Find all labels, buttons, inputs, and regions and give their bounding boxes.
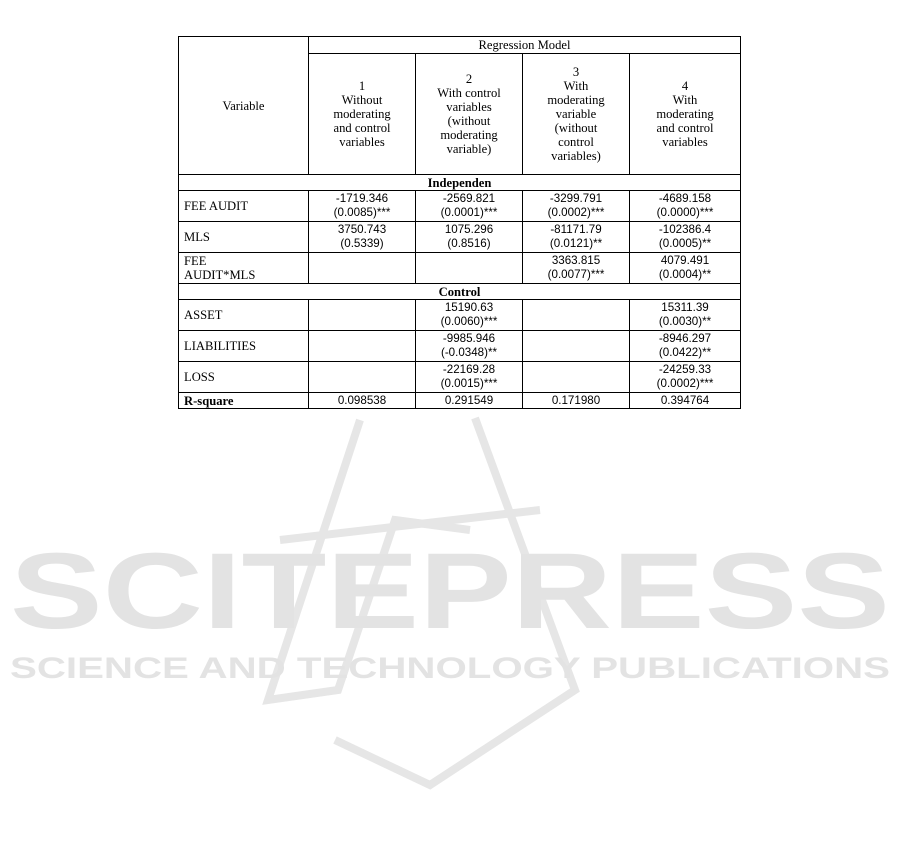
coefficient-value: -2569.821: [442, 192, 496, 205]
coefficient-cell-model-1: [309, 253, 416, 284]
coefficient-value: 1075.296: [444, 223, 494, 236]
coefficient-cell-model-3: [523, 253, 630, 284]
model-description-line: Without: [341, 93, 383, 107]
coefficient-cell-model-1: [309, 191, 416, 222]
p-value: (0.0030)**: [658, 315, 712, 328]
model-description-line: and control: [333, 121, 391, 135]
coefficient-cell-model-4: [630, 331, 741, 362]
model-description-line: moderating: [440, 128, 498, 142]
coefficient-cell-model-3: [523, 191, 630, 222]
regression-results-table: [178, 36, 741, 409]
model-description-line: variable): [446, 142, 492, 156]
watermark-main-text: SCITEPRESS: [10, 530, 891, 651]
p-value: (0.0015)***: [440, 377, 498, 390]
model-description-line: moderating: [547, 93, 605, 107]
coefficient-value: -81171.79: [550, 223, 602, 236]
table-row: [179, 222, 741, 253]
r-square-value-model-3: 0.171980: [523, 393, 630, 409]
coefficient-value: -102386.4: [658, 223, 712, 236]
coefficient-value: 3750.743: [337, 223, 387, 236]
p-value: (0.0000)***: [656, 206, 714, 219]
variable-name: MLS: [179, 222, 309, 253]
p-value: (0.5339): [340, 237, 384, 250]
coefficient-cell-model-1: [309, 331, 416, 362]
coefficient-value: -22169.28: [442, 363, 496, 376]
coefficient-cell-model-2: [416, 191, 523, 222]
coefficient-cell-model-1: [309, 222, 416, 253]
coefficient-cell-model-3: [523, 300, 630, 331]
model-description-line: With control: [437, 86, 501, 100]
coefficient-cell-model-3: [523, 331, 630, 362]
model-description-line: variables: [339, 135, 385, 149]
coefficient-cell-model-2: [416, 253, 523, 284]
model-number: 3: [572, 65, 580, 79]
coefficient-cell-model-2: [416, 362, 523, 393]
coefficient-cell-model-4: [630, 222, 741, 253]
model-description-line: variables: [446, 100, 492, 114]
r-square-value-model-2: 0.291549: [416, 393, 523, 409]
table-row: [179, 362, 741, 393]
variable-name: LOSS: [179, 362, 309, 393]
model-description-line: With: [672, 93, 698, 107]
coefficient-cell-model-3: [523, 222, 630, 253]
coefficient-cell-model-1: [309, 300, 416, 331]
model-description-line: moderating: [333, 107, 391, 121]
coefficient-value: -4689.158: [658, 192, 712, 205]
coefficient-cell-model-4: [630, 191, 741, 222]
p-value: (0.0085)***: [333, 206, 391, 219]
model-column-header-2: [416, 54, 523, 175]
p-value: (0.0002)***: [547, 206, 605, 219]
coefficient-value: 15190.63: [444, 301, 494, 314]
p-value: (0.8516): [447, 237, 491, 250]
r-square-value-model-4: 0.394764: [630, 393, 741, 409]
p-value: (0.0004)**: [658, 268, 712, 281]
p-value: (0.0121)**: [549, 237, 603, 250]
model-column-header-4: [630, 54, 741, 175]
table-row: [179, 300, 741, 331]
r-square-value-model-1: 0.098538: [309, 393, 416, 409]
coefficient-cell-model-2: [416, 300, 523, 331]
model-number: 1: [358, 79, 366, 93]
coefficient-value: -3299.791: [549, 192, 603, 205]
table-row: [179, 331, 741, 362]
p-value: (0.0001)***: [440, 206, 498, 219]
coefficient-value: -8946.297: [658, 332, 712, 345]
section-independent-row: [179, 175, 741, 191]
p-value: (0.0005)**: [658, 237, 712, 250]
variable-header: Variable: [179, 37, 309, 175]
coefficient-cell-model-3: [523, 362, 630, 393]
table-row: [179, 191, 741, 222]
p-value: (0.0060)***: [440, 315, 498, 328]
variable-name: [179, 253, 309, 284]
variable-name-line: FEE: [184, 254, 207, 268]
model-number: 4: [681, 79, 689, 93]
coefficient-cell-model-2: [416, 222, 523, 253]
coefficient-value: 3363.815: [551, 254, 601, 267]
section-control-row: [179, 284, 741, 300]
variable-name: ASSET: [179, 300, 309, 331]
coefficient-value: 15311.39: [661, 301, 709, 314]
model-description-line: (without: [554, 121, 598, 135]
model-description-line: variables: [662, 135, 708, 149]
p-value: (-0.0348)**: [440, 346, 498, 359]
model-column-header-1: [309, 54, 416, 175]
coefficient-cell-model-4: [630, 253, 741, 284]
model-description-line: variable: [555, 107, 597, 121]
model-description-line: moderating: [656, 107, 714, 121]
model-description-line: and control: [656, 121, 714, 135]
coefficient-cell-model-4: [630, 362, 741, 393]
r-square-row: [179, 393, 741, 409]
model-description-line: (without: [447, 114, 491, 128]
section-control: Control: [179, 284, 741, 300]
model-description-line: control: [558, 135, 594, 149]
variable-name-line: AUDIT*MLS: [184, 268, 256, 282]
coefficient-cell-model-2: [416, 331, 523, 362]
model-description-line: With: [563, 79, 589, 93]
p-value: (0.0422)**: [658, 346, 712, 359]
r-square-label: R-square: [179, 393, 309, 409]
coefficient-value: -1719.346: [335, 192, 389, 205]
table-row: [179, 253, 741, 284]
model-number: 2: [465, 72, 473, 86]
p-value: (0.0002)***: [656, 377, 714, 390]
variable-name: LIABILITIES: [179, 331, 309, 362]
variable-name: FEE AUDIT: [179, 191, 309, 222]
model-column-header-3: [523, 54, 630, 175]
p-value: (0.0077)***: [547, 268, 605, 281]
header-row: [179, 37, 741, 54]
coefficient-value: 4079.491: [660, 254, 710, 267]
model-description-line: variables): [551, 149, 601, 163]
model-header: Regression Model: [309, 37, 741, 54]
coefficient-cell-model-4: [630, 300, 741, 331]
section-independent: Independen: [179, 175, 741, 191]
watermark-sub-text: SCIENCE AND TECHNOLOGY PUBLICATIONS: [10, 652, 890, 685]
coefficient-value: -24259.33: [658, 363, 712, 376]
coefficient-value: -9985.946: [442, 332, 496, 345]
coefficient-cell-model-1: [309, 362, 416, 393]
